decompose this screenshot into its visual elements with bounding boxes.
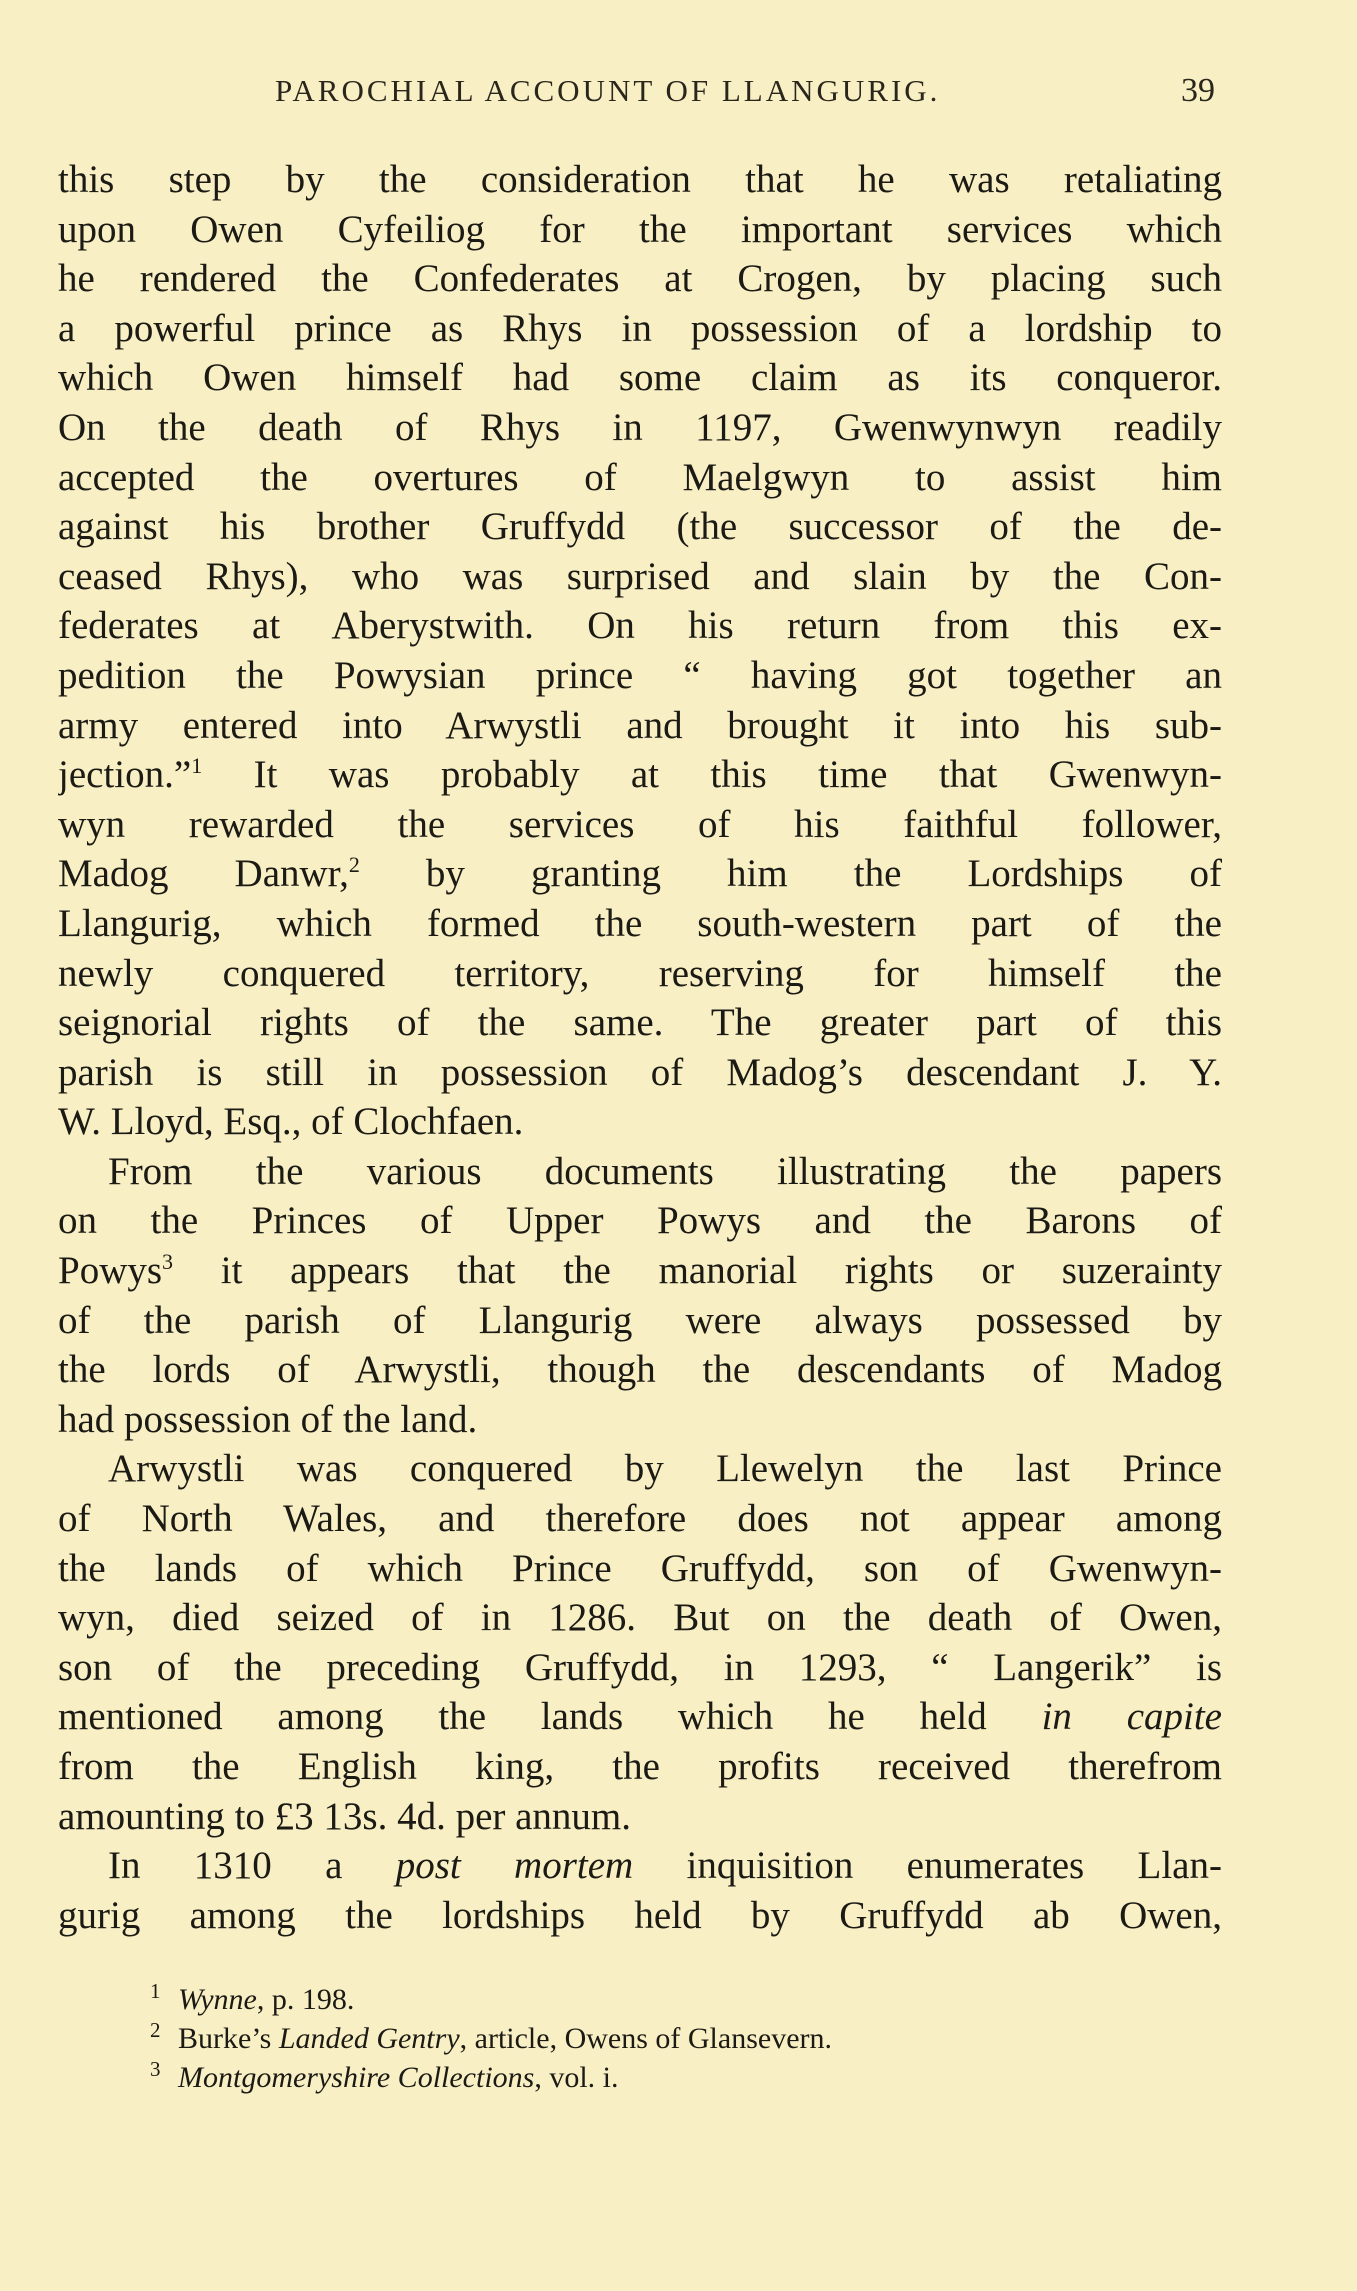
text-line: Arwystli was conquered by Llewelyn the last Prince <box>108 1447 1222 1491</box>
text-line <box>58 1246 1222 1296</box>
text-line: pedition the Powysian prince “ having got together an <box>58 653 1222 697</box>
text-segment: by granting him the Lordships of <box>359 852 1222 896</box>
text-line <box>58 849 1222 899</box>
text-line: from the English king, the profits received therefrom <box>58 1745 1222 1788</box>
running-header <box>275 72 1215 110</box>
footnote-text: , p. 198. <box>256 1983 355 2016</box>
text-line: W. Lloyd, Esq., of Clochfaen. <box>58 1100 524 1144</box>
italic-phrase: post mortem <box>395 1844 634 1888</box>
footnote: 3 Montgomeryshire Collections, vol. i. <box>150 2057 619 2094</box>
text-segment: inquisition enumerates Llan- <box>633 1844 1222 1888</box>
text-line: son of the preceding Gruffydd, in 1293, “ Langerik” is <box>58 1645 1222 1689</box>
text-line: of the parish of Llangurig were always possessed by <box>58 1298 1222 1342</box>
text-line: army entered into Arwystli and brought it into his sub- <box>58 703 1222 747</box>
footnote-text: Burke’s <box>178 2022 279 2055</box>
footnote-ref-3: 3 <box>162 1249 174 1275</box>
text-line <box>58 1841 1222 1891</box>
footnote-ref-2: 2 <box>348 852 360 878</box>
italic-phrase: in capite <box>1041 1695 1222 1739</box>
footnotes <box>150 1980 1220 2097</box>
text-line: seignorial rights of the same. The greater part of this <box>58 1001 1222 1045</box>
text-line: On the death of Rhys in 1197, Gwenwynwyn readily <box>58 405 1222 449</box>
text-line: parish is still in possession of Madog’s descendant J. Y. <box>58 1050 1222 1094</box>
text-line: wyn rewarded the services of his faithful follower, <box>58 802 1222 846</box>
text-line: Llangurig, which formed the south-western part of the <box>58 901 1222 945</box>
text-line: From the various documents illustrating the papers <box>108 1149 1222 1193</box>
text-line: accepted the overtures of Maelgwyn to assist him <box>58 455 1222 499</box>
text-segment: it appears that the manorial rights or suzerainty <box>173 1249 1222 1293</box>
text-segment: It was probably at this time that Gwenwyn- <box>202 753 1222 797</box>
text-line: the lords of Arwystli, though the descendants of Madog <box>58 1348 1222 1392</box>
footnote-text: , article, Owens of Glansevern. <box>459 2022 833 2055</box>
text-line: had possession of the land. <box>58 1397 478 1441</box>
text-line: newly conquered territory, reserving for himself the <box>58 951 1222 995</box>
text-line: which Owen himself had some claim as its conqueror. <box>58 356 1222 400</box>
text-line: ceased Rhys), who was surprised and slain by the Con- <box>58 554 1222 598</box>
text-line: the lands of which Prince Gruffydd, son of Gwenwyn- <box>58 1546 1222 1590</box>
text-line: this step by the consideration that he was retaliating <box>58 158 1222 201</box>
text-segment: Powys <box>58 1249 163 1293</box>
footnote-text: , vol. i. <box>534 2061 619 2094</box>
page-number: 39 <box>1181 72 1215 109</box>
text-line: upon Owen Cyfeiliog for the important services which <box>58 207 1222 251</box>
text-line <box>58 1692 1222 1742</box>
text-line: wyn, died seized of in 1286. But on the death of Owen, <box>58 1596 1222 1640</box>
footnote-italic: Montgomeryshire Collections <box>178 2061 535 2094</box>
text-line: amounting to £3 13s. 4d. per annum. <box>58 1794 632 1838</box>
text-segment: Madog Danwr, <box>58 852 349 896</box>
text-segment: mentioned among the lands which he held <box>58 1695 987 1739</box>
text-segment: In 1310 a <box>108 1844 343 1888</box>
text-line: on the Princes of Upper Powys and the Barons of <box>58 1199 1222 1243</box>
footnote-italic: Landed Gentry <box>278 2022 460 2055</box>
footnote: 2 Burke’s Landed Gentry, article, Owens of Glansevern. <box>150 2018 833 2055</box>
text-line <box>58 750 1222 800</box>
text-line: against his brother Gruffydd (the successor of the de- <box>58 505 1222 549</box>
text-line: federates at Aberystwith. On his return from this ex- <box>58 604 1222 648</box>
text-line: he rendered the Confederates at Crogen, by placing such <box>58 257 1222 301</box>
text-segment: jection.” <box>58 753 192 797</box>
text-line: gurig among the lordships held by Gruffydd ab Owen, <box>58 1893 1222 1937</box>
text-line: of North Wales, and therefore does not appear among <box>58 1497 1222 1541</box>
footnote-ref-1: 1 <box>191 753 203 779</box>
main-text <box>58 155 1222 1940</box>
running-title: PAROCHIAL ACCOUNT OF LLANGURIG. <box>275 73 941 108</box>
footnote-italic: Wynne <box>178 1983 257 2016</box>
text-line: a powerful prince as Rhys in possession of a lordship to <box>58 306 1222 350</box>
footnote: 1 Wynne, p. 198. <box>150 1979 355 2016</box>
